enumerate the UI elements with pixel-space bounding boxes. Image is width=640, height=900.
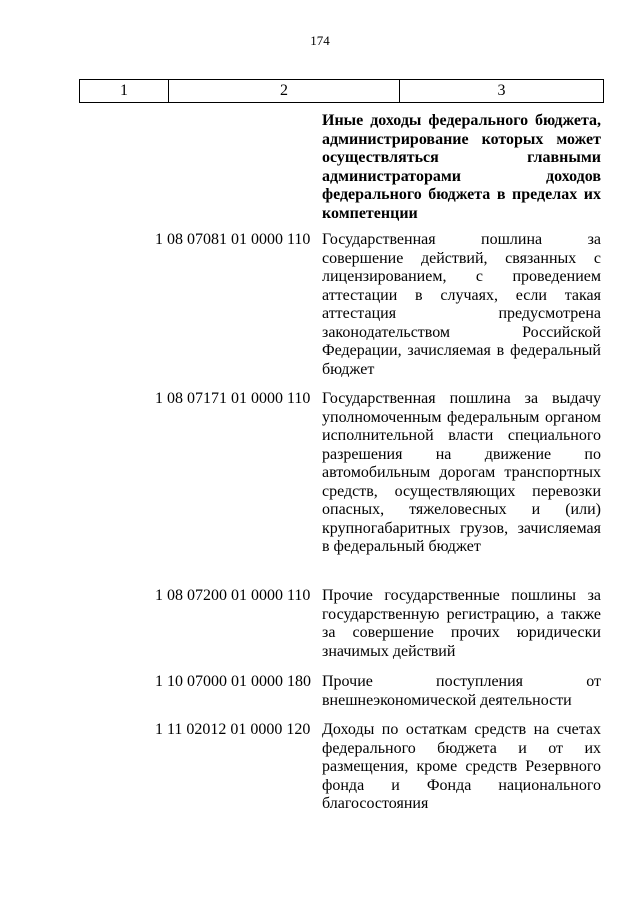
table-header bbox=[79, 79, 604, 103]
income-description: Доходы по остаткам средств на счетах федерального бюджета и от их размещения, кроме средств Резервного фонда и Фонда национального благосостояния bbox=[322, 721, 601, 812]
section-heading: Иные доходы федерального бюджета, администрирование которых может осуществляться главными администраторами доходов федерального бюджета в пределах их компетенции bbox=[322, 112, 601, 222]
table-header-col-1: 1 bbox=[80, 80, 169, 102]
income-code: 1 08 07081 01 0000 110 bbox=[155, 231, 311, 248]
table-header-col-3: 3 bbox=[497, 82, 506, 99]
table-header-col-2: 2 bbox=[169, 80, 400, 102]
income-code: 1 11 02012 01 0000 120 bbox=[155, 721, 311, 738]
income-code: 1 08 07171 01 0000 110 bbox=[155, 390, 311, 407]
income-code: 1 08 07200 01 0000 110 bbox=[155, 587, 311, 604]
income-description: Прочие поступления от внешнеэкономической деятельности bbox=[322, 673, 601, 709]
income-description: Государственная пошлина за выдачу уполномоченным федеральным органом исполнительной власти специального разрешения на движение по автомобильным дорогам транспортных средств, осуществляющих перевозки опасных, тяжеловесных и (или) крупногабаритных грузов, зачисляемая в федеральный бюджет bbox=[322, 390, 601, 555]
income-code: 1 10 07000 01 0000 180 bbox=[155, 673, 311, 690]
income-description: Прочие государственные пошлины за государственную регистрацию, а также за совершение прочих юридически значимых действий bbox=[322, 587, 601, 660]
income-description: Государственная пошлина за совершение действий, связанных с лицензированием, с проведением аттестации в случаях, если такая аттестация предусмотрена законодательством Российской Федерации, зачисляемая в федеральный бюджет bbox=[322, 231, 601, 378]
page-number: 174 bbox=[310, 33, 330, 48]
